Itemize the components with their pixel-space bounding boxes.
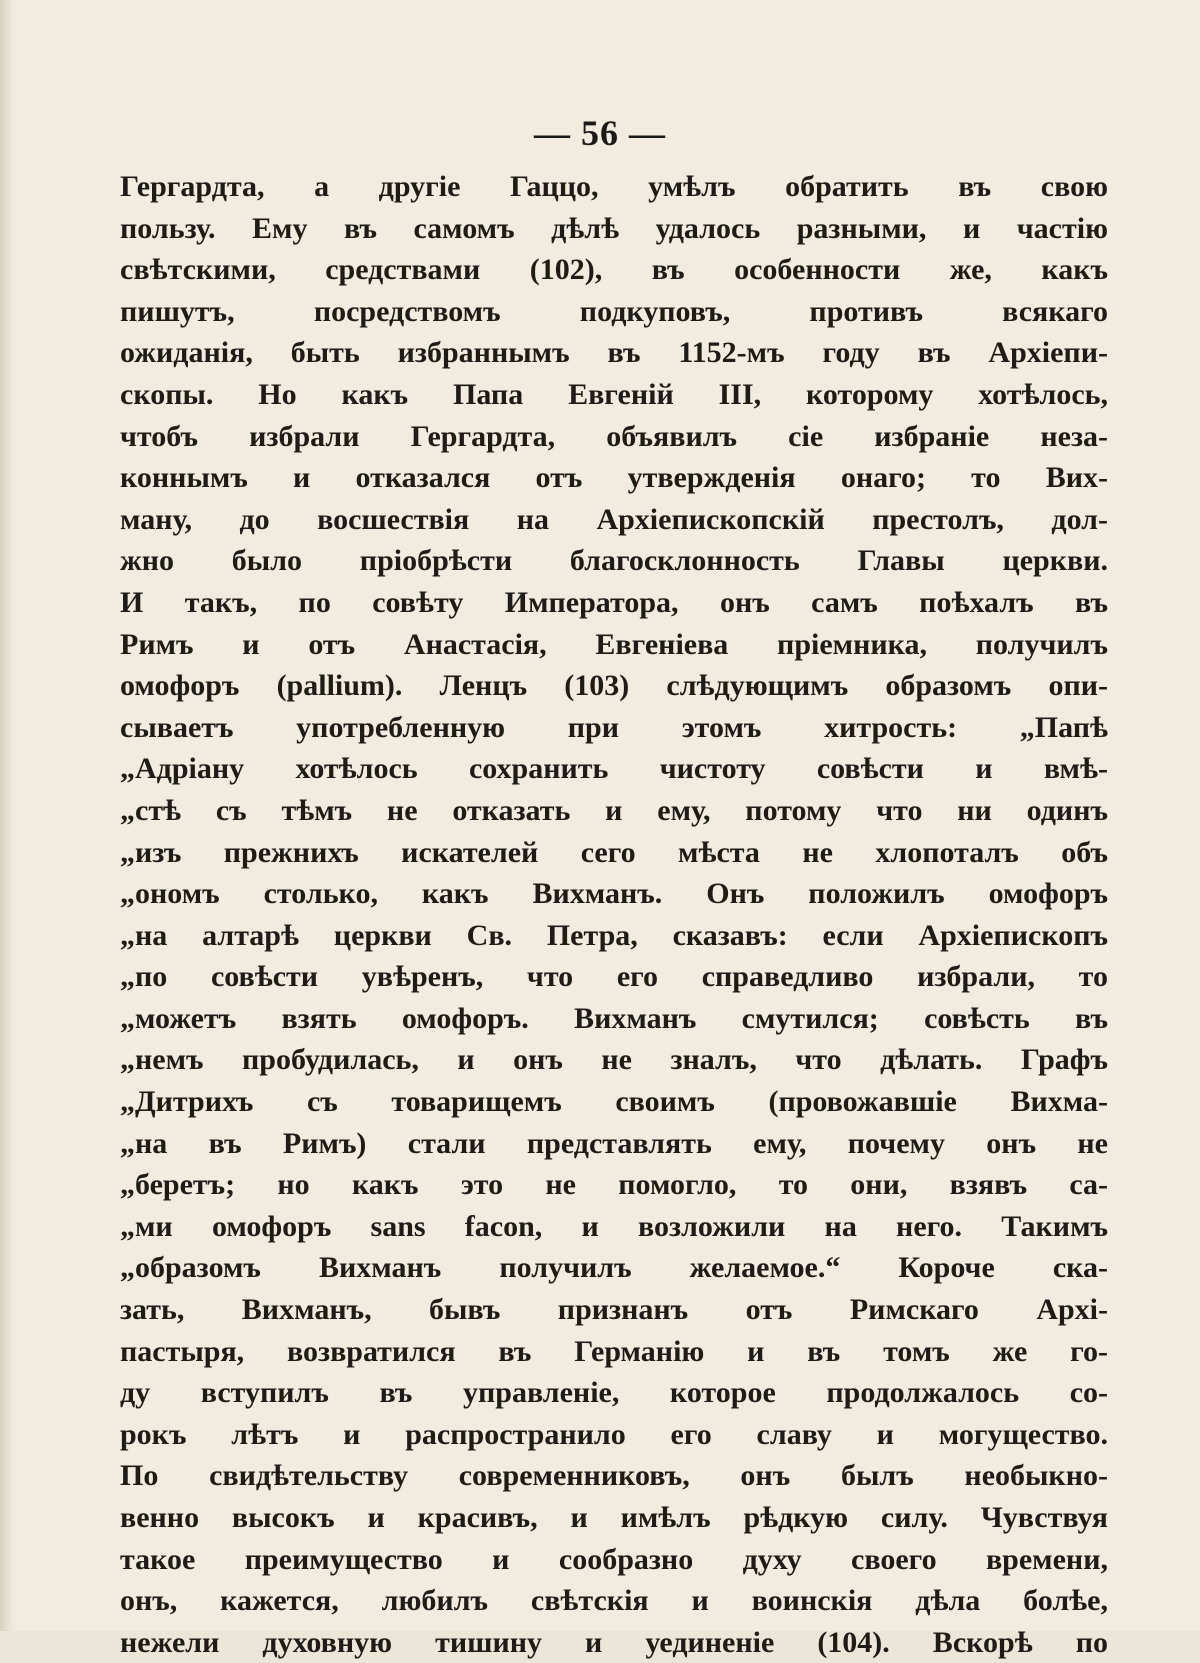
text-line: „образомъ Вихманъ получилъ желаемое.“ Короче ска- (120, 1251, 1108, 1285)
text-line: И такъ, по совѣту Императора, онъ самъ поѣхалъ въ (120, 585, 1108, 619)
page-number: — 56 — (534, 113, 666, 153)
text-line: „на алтарѣ церкви Св. Петра, сказавъ: если Архіепископъ (120, 918, 1108, 952)
text-line: венно высокъ и красивъ, и имѣлъ рѣдкую силу. Чувствуя (120, 1501, 1108, 1534)
text-line: пишутъ, посредствомъ подкуповъ, противъ всякаго (120, 294, 1108, 328)
text-line: ману, до восшествія на Архіепископскій престолъ, дол- (120, 502, 1108, 536)
text-line: свѣтскими, средствами (102), въ особенности же, какъ (120, 253, 1108, 287)
text-line: жно было пріобрѣсти благосклонность Главы церкви. (120, 544, 1108, 578)
text-line: ду вступилъ въ управленіе, которое продолжалось со- (120, 1376, 1108, 1410)
text-line: пользу. Ему въ самомъ дѣлѣ удалось разными, и частію (120, 211, 1108, 245)
text-line: „можетъ взять омофоръ. Вихманъ смутился; совѣсть въ (120, 1001, 1108, 1035)
text-line: коннымъ и отказался отъ утвержденія онаго; то Вих- (120, 461, 1108, 495)
text-line: „ми омофоръ sans facon, и возложили на него. Такимъ (120, 1209, 1108, 1243)
text-line: „стѣ съ тѣмъ не отказать и ему, потому что ни одинъ (120, 793, 1108, 827)
text-line: сываетъ употребленную при этомъ хитрость: „Папѣ (120, 710, 1108, 744)
text-line: „ономъ столько, какъ Вихманъ. Онъ положилъ омофоръ (120, 877, 1108, 911)
text-line: „изъ прежнихъ искателей сего мѣста не хлопоталъ объ (120, 835, 1108, 869)
text-line: Гергардта, а другіе Гаццо, умѣлъ обратить въ свою (120, 170, 1108, 203)
text-line: „Дитрихъ съ товарищемъ своимъ (провожавшіе Вихма- (120, 1085, 1108, 1119)
text-line: ожиданія, быть избраннымъ въ 1152-мъ году въ Архіепи- (120, 336, 1108, 370)
text-line: зать, Вихманъ, бывъ признанъ отъ Римскаго Архі- (120, 1293, 1108, 1327)
text-line: такое преимущество и сообразно духу своего времени, (120, 1542, 1108, 1576)
text-line: чтобъ избрали Гергардта, объявилъ сіе избраніе неза- (120, 419, 1108, 453)
text-line: скопы. Но какъ Папа Евгеній III, которому хотѣлось, (120, 377, 1108, 411)
text-line: омофоръ (pallium). Ленцъ (103) слѣдующимъ образомъ опи- (120, 669, 1108, 703)
text-line: „на въ Римъ) стали представлять ему, почему онъ не (120, 1126, 1108, 1160)
text-line: „немъ пробудилась, и онъ не зналъ, что дѣлать. Графъ (120, 1043, 1108, 1077)
text-line: онъ, кажется, любилъ свѣтскія и воинскія дѣла болѣе, (120, 1584, 1108, 1618)
text-line: „беретъ; но какъ это не помогло, то они, взявъ са- (120, 1168, 1108, 1202)
text-line: нежели духовную тишину и уединеніе (104). Вскорѣ по (120, 1625, 1108, 1659)
text-line: „по совѣсти увѣренъ, что его справедливо избрали, то (120, 960, 1108, 994)
text-line: Римъ и отъ Анастасія, Евгеніева пріемника, получилъ (120, 627, 1108, 661)
text-line: „Адріану хотѣлось сохранить чистоту совѣсти и вмѣ- (120, 752, 1108, 786)
text-line: По свидѣтельству современниковъ, онъ былъ необыкно- (120, 1459, 1108, 1493)
text-line: рокъ лѣтъ и распространило его славу и могущество. (120, 1417, 1108, 1451)
text-line: пастыря, возвратился въ Германію и въ томъ же го- (120, 1334, 1108, 1368)
page-text (120, 166, 1108, 1663)
